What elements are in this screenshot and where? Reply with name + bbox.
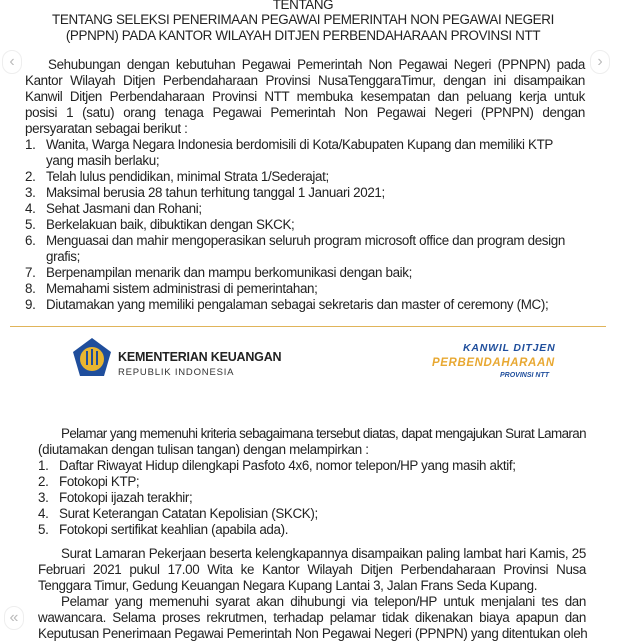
ministry-name: KEMENTERIAN KEUANGAN bbox=[118, 350, 282, 364]
attachment-item bbox=[38, 522, 288, 538]
item-text: Diutamakan yang memiliki pengalaman sebagai sekretaris dan master of ceremony (MC); bbox=[46, 297, 549, 312]
item-text: Surat Keterangan Catatan Kepolisian (SKCK); bbox=[59, 506, 318, 521]
item-number: 7. bbox=[25, 265, 36, 280]
paragraph-line: wawancara. Selama proses rekrutmen, terhadap pelamar tidak dikenakan biaya apapun dan bbox=[38, 610, 586, 625]
kemenkeu-emblem-icon bbox=[72, 337, 112, 377]
item-number: 1. bbox=[38, 458, 49, 473]
requirement-cont: yang masih berlaku; bbox=[46, 153, 160, 168]
ministry-subtitle: REPUBLIK INDONESIA bbox=[118, 367, 235, 378]
requirement-item bbox=[25, 137, 553, 153]
item-text: Maksimal berusia 28 tahun terhitung tanggal 1 Januari 2021; bbox=[46, 185, 385, 200]
item-number: 8. bbox=[25, 281, 36, 296]
paragraph-line: (diutamakan dengan tulisan tangan) dengan melampirkan : bbox=[38, 442, 369, 457]
requirement-item bbox=[25, 169, 329, 185]
paragraph-line: Pelamar yang memenuhi syarat akan dihubungi via telepon/HP untuk menjalani tes dan bbox=[61, 594, 586, 609]
intro-line: Sehubungan dengan kebutuhan Pegawai Pemerintah Non Pegawai Negeri (PPNPN) pada bbox=[48, 57, 585, 72]
intro-line: persyaratan sebagai berikut : bbox=[25, 121, 188, 136]
heading: TENTANG bbox=[272, 0, 334, 12]
paragraph-line: Tenggara Timur, Gedung Keuangan Negara Kupang Lantai 3, Jalan Frans Seda Kupang. bbox=[38, 578, 538, 593]
carousel-next-button[interactable]: › bbox=[590, 50, 610, 74]
item-number: 2. bbox=[38, 474, 49, 489]
intro-line: Kantor Wilayah Ditjen Perbendaharaan Provinsi NusaTenggaraTimur, dengan ini disampaikan bbox=[25, 73, 585, 88]
attachment-item bbox=[38, 490, 192, 506]
intro-line: Kanwil Ditjen Perbendaharaan Provinsi NTT membuka kesempatan dan peluang kerja untuk bbox=[25, 89, 585, 104]
item-text: Fotokopi KTP; bbox=[59, 474, 140, 489]
item-text: Berpenampilan menarik dan mampu berkomunikasi dengan baik; bbox=[46, 265, 413, 280]
attachment-item bbox=[38, 506, 318, 522]
requirement-item bbox=[25, 281, 318, 297]
kanwil-logo-line2: PERBENDAHARAAN bbox=[432, 357, 555, 369]
item-text: Wanita, Warga Negara Indonesia berdomisili di Kota/Kabupaten Kupang dan memiliki KTP bbox=[46, 137, 554, 152]
requirement-cont: grafis; bbox=[46, 249, 81, 264]
item-number: 9. bbox=[25, 297, 36, 312]
paragraph-line: Surat Lamaran Pekerjaan beserta kelengkapannya disampaikan paling lambat hari Kamis, 25 bbox=[61, 546, 586, 561]
item-text: Sehat Jasmani dan Rohani; bbox=[46, 201, 202, 216]
requirement-item bbox=[25, 297, 548, 313]
decorative-stripes bbox=[380, 100, 606, 327]
item-text: Menguasai dan mahir mengoperasikan seluruh program microsoft office dan program design bbox=[46, 233, 565, 248]
item-text: Fotokopi sertifikat keahlian (apabila ada). bbox=[59, 522, 289, 537]
item-text: Telah lulus pendidikan, minimal Strata 1/Sederajat; bbox=[46, 169, 329, 184]
item-text: Fotokopi ijazah terakhir; bbox=[59, 490, 193, 505]
attachment-item bbox=[38, 474, 139, 490]
intro-line: posisi 1 (satu) orang tenaga Pegawai Pemerintah Non Pegawai Negeri (PPNPN) dengan bbox=[25, 105, 585, 120]
item-number: 3. bbox=[38, 490, 49, 505]
item-number: 6. bbox=[25, 233, 36, 248]
requirement-item bbox=[25, 201, 202, 217]
carousel-prev-button[interactable]: ‹ bbox=[2, 50, 22, 74]
item-number: 4. bbox=[38, 506, 49, 521]
item-number: 1. bbox=[25, 137, 36, 152]
kanwil-logo-line3: PROVINSI NTT bbox=[500, 372, 550, 379]
requirement-item bbox=[25, 217, 294, 233]
document-page-2 bbox=[0, 328, 606, 641]
title-line-1: TENTANG SELEKSI PENERIMAAN PEGAWAI PEMERINTAH NON PEGAWAI NEGERI bbox=[52, 12, 554, 27]
requirement-item bbox=[25, 265, 412, 281]
item-text: Daftar Riwayat Hidup dilengkapi Pasfoto 4x6, nomor telepon/HP yang masih aktif; bbox=[59, 458, 516, 473]
attachment-item bbox=[38, 458, 516, 474]
item-number: 2. bbox=[25, 169, 36, 184]
paragraph-line: Pelamar yang memenuhi kriteria sebagaimana tersebut diatas, dapat mengajukan Surat Lamaran bbox=[61, 426, 586, 441]
item-text: Berkelakuan baik, dibuktikan dengan SKCK; bbox=[46, 217, 295, 232]
page-divider bbox=[10, 326, 606, 327]
item-number: 5. bbox=[25, 217, 36, 232]
item-number: 3. bbox=[25, 185, 36, 200]
paragraph-line: Keputusan Penerimaan Pegawai Pemerintah Non Pegawai Negeri (PPNPN) yang ditentukan oleh bbox=[38, 626, 588, 641]
paragraph-line: Februari 2021 pukul 17.00 Wita ke Kantor Wilayah Ditjen Perbendaharaan Provinsi Nusa bbox=[38, 562, 586, 577]
item-number: 5. bbox=[38, 522, 49, 537]
document-page-1 bbox=[0, 0, 606, 327]
item-text: Memahami sistem administrasi di pemerintahan; bbox=[46, 281, 318, 296]
kanwil-logo-line1: KANWIL DITJEN bbox=[463, 342, 556, 354]
back-button[interactable]: « bbox=[4, 606, 24, 630]
requirement-item bbox=[25, 233, 565, 249]
title-line-2: (PPNPN) PADA KANTOR WILAYAH DITJEN PERBENDAHARAAN PROVINSI NTT bbox=[65, 28, 541, 43]
item-number: 4. bbox=[25, 201, 36, 216]
requirement-item bbox=[25, 185, 385, 201]
